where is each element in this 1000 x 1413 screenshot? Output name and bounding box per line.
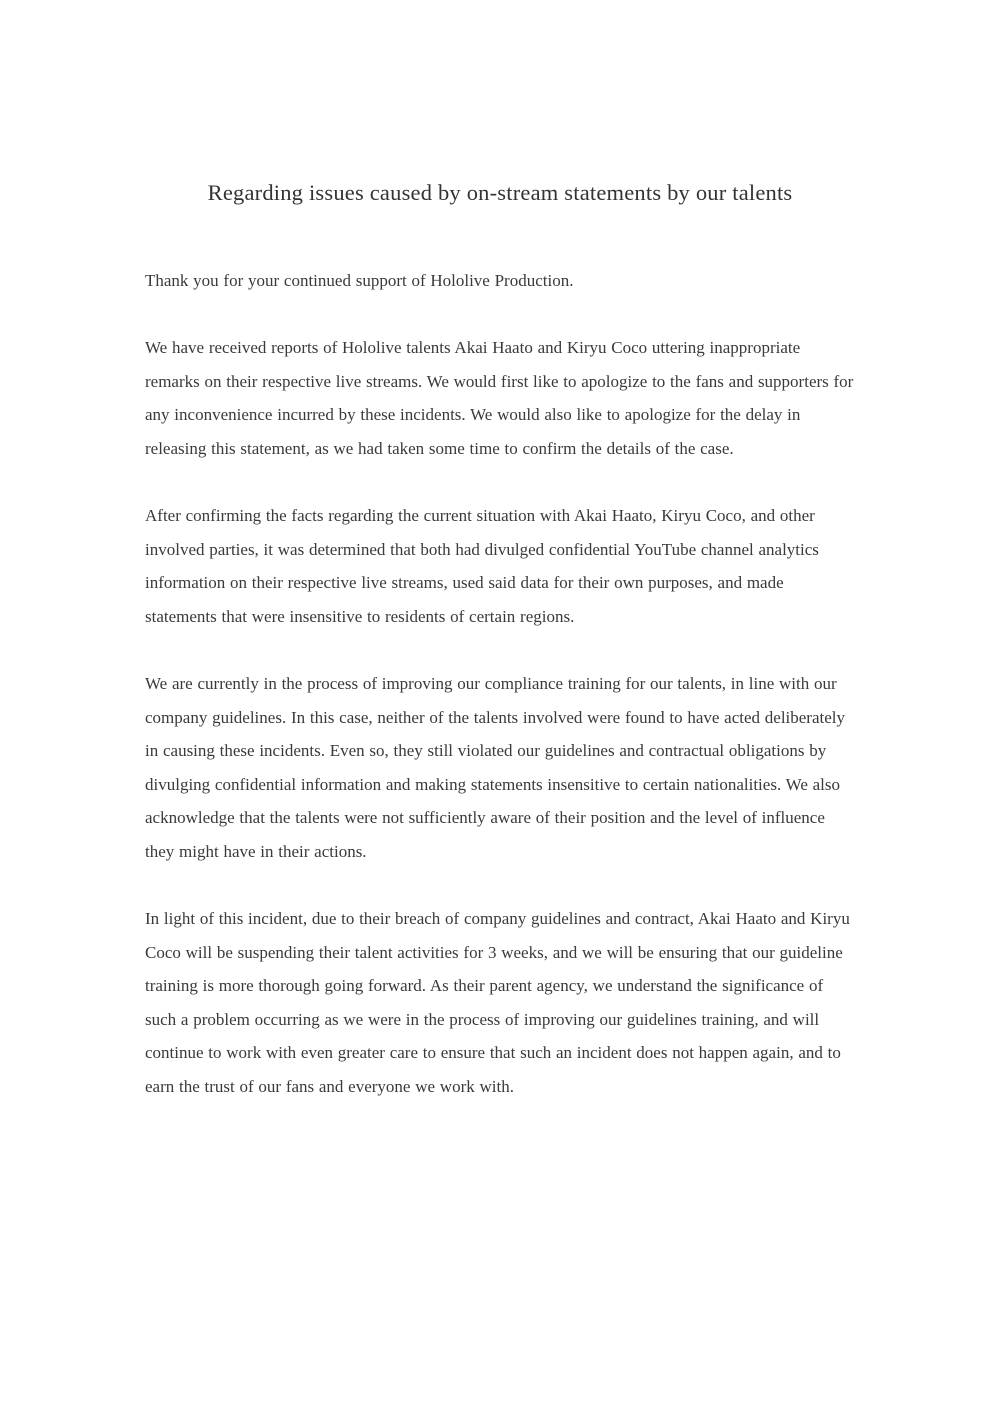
- paragraph-suspension-announcement: In light of this incident, due to their breach of company guidelines and contract, Akai Haato and Kiryu Coco will be suspending their talent activities for 3 weeks, and we will be ensuring that our guideline training is more thorough going forward. As their parent agency, we understand the significance of such a problem occurring as we were in the process of improving our guidelines training, and will continue to work with even greater care to ensure that such an incident does not happen again, and to earn the trust of our fans and everyone we work with.: [145, 909, 850, 1096]
- paragraph-compliance-training: We are currently in the process of improving our compliance training for our talents, in line with our company guidelines. In this case, neither of the talents involved were found to have acted deliberately in causing these incidents. Even so, they still violated our guidelines and contractual obligations by divulging confidential information and making statements insensitive to certain nationalities. We also acknowledge that the talents were not sufficiently aware of their position and the level of influence they might have in their actions.: [145, 674, 846, 861]
- document-body: [145, 264, 855, 1104]
- paragraph-facts-confirmed: After confirming the facts regarding the current situation with Akai Haato, Kiryu Coco, and other involved parties, it was determined that both had divulged confidential YouTube channel analytics information on their respective live streams, used said data for their own purposes, and made statements that were insensitive to residents of certain regions.: [145, 506, 819, 626]
- paragraph-report-apology: We have received reports of Hololive talents Akai Haato and Kiryu Coco uttering inappropriate remarks on their respective live streams. We would first like to apologize to the fans and supporters for any inconvenience incurred by these incidents. We would also like to apologize for the delay in releasing this statement, as we had taken some time to confirm the details of the case.: [145, 338, 854, 458]
- paragraph-greeting: Thank you for your continued support of Hololive Production.: [145, 270, 574, 290]
- document-title: Regarding issues caused by on-stream statements by our talents: [207, 180, 793, 205]
